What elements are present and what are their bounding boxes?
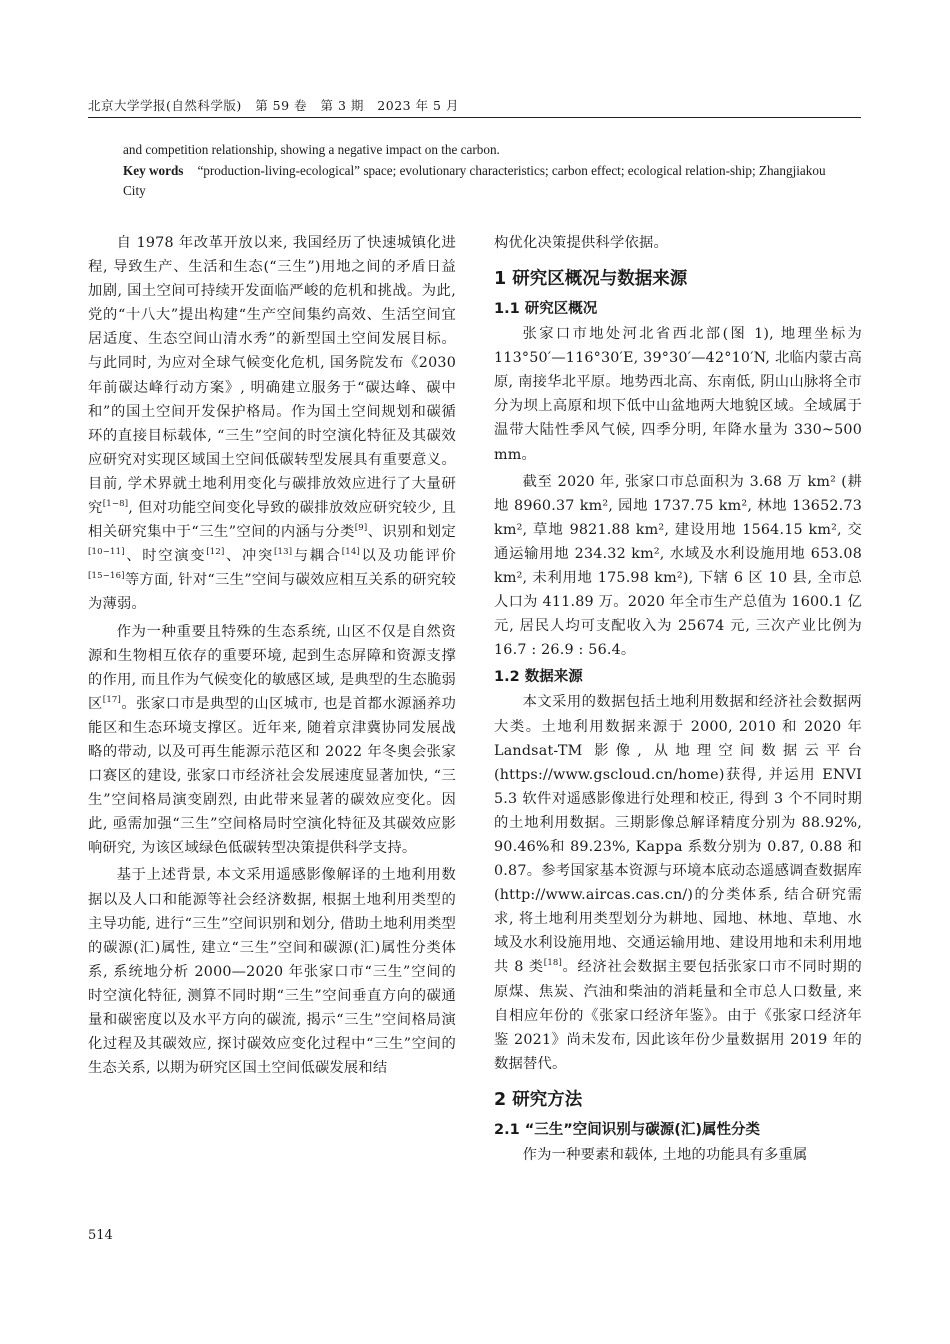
citation: [14] bbox=[341, 547, 361, 558]
paragraph-mountain: 作为一种重要且特殊的生态系统, 山区不仅是自然资源和生物相互依存的重要环境, 起到生态屏障和资源支撑的作用, 而且作为气候变化的敏感区域, 是典型的生态脆弱区[17]。张家口市是典型的山区城市, 也是首都水源涵养功能区和生态环境支撑区。近年来, 随着京津冀协同发展战略的带动, 以及可再生能源示范区和 2022 年冬奥会张家口赛区的建设, 张家口市经济社会发展速度显著加快, “三生”空间格局演变剧烈, 由此带来显著的碳效应变化。因此, 亟需加强“三生”空间格局时空演化特征及其碳效应影响研究, 为该区域绿色低碳转型决策提供科学支持。 bbox=[88, 623, 457, 857]
section-heading-1: 1 研究区概况与数据来源 bbox=[494, 269, 688, 290]
abstract-tail bbox=[123, 140, 828, 202]
citation: [12] bbox=[206, 547, 225, 558]
keywords bbox=[123, 161, 828, 202]
paragraph-background: 基于上述背景, 本文采用遥感影像解译的土地利用数据以及人口和能源等社会经济数据, 根据土地利用类型的主导功能, 进行“三生”空间识别和划分, 借助土地利用类型的碳源(汇)属性, 建立“三生”空间和碳源(汇)属性分类体系, 系统地分析 2000—2020 年张家口市“三生”空间的时空演化特征, 测算不同时期“三生”空间垂直方向的碳通量和碳密度以及水平方向的碳流, 揭示“三生”空间格局演化过程及其碳效应, 探讨碳效应变化过程中“三生”空间的生态关系, 以期为研究区国土空间低碳发展和结 bbox=[88, 867, 456, 1077]
journal-name: 北京大学学报(自然科学版) bbox=[88, 98, 242, 113]
header-rule bbox=[88, 117, 861, 118]
keywords-text: “production-living-ecological” space; evolutionary characteristics; carbon effect; ecological relation-ship; Zhangjiakou City bbox=[123, 162, 826, 198]
paragraph-data-source: 本文采用的数据包括土地利用数据和经济社会数据两大类。土地利用数据来源于 2000, 2010 和 2020 年 Landsat-TM 影像, 从地理空间数据云平台(https://www.gscloud.cn/home)获得, 并运用 ENVI 5.3 软件对遥感影像进行处理和校正, 得到 3 个不同时期的土地利用数据。三期影像总解译精度分别为 88.92%, 90.46%和 89.23%, Kappa 系数分别为 0.87, 0.88 和 0.87。参考国家基本资源与环境本底动态遥感调查数据库(http://www.aircas.cas.cn/)的分类体系, 结合研究需求, 将土地利用类型划分为耕地、园地、林地、草地、水域及水利设施用地、交通运输用地、建设用地和未利用地共 8 类[18]。经济社会数据主要包括张家口市不同时期的原煤、焦炭、汽油和柴油的消耗量和全市总人口数量, 来自相应年份的《张家口经济年鉴》。由于《张家口经济年鉴 2021》尚未发布, 因此该年份少量数据用 2019 年的数据替代。 bbox=[494, 694, 863, 1072]
page-number: 514 bbox=[88, 1228, 113, 1243]
volume: 第 59 卷 bbox=[255, 98, 308, 113]
running-header bbox=[88, 96, 861, 114]
subsection-heading-1-2: 1.2 数据来源 bbox=[494, 669, 583, 686]
citation: [10−11] bbox=[88, 547, 125, 558]
abstract-last-line: and competition relationship, showing a negative impact on the carbon. bbox=[123, 142, 500, 157]
paragraph-land-area: 截至 2020 年, 张家口市总面积为 3.68 万 km² (耕地 8960.37 km², 园地 1737.75 km², 林地 13652.73 km², 草地 9821.88 km², 建设用地 1564.15 km², 交通运输用地 234.32 km², 水域及水利设施用地 653.08 km², 未利用地 175.98 km²), 下辖 6 区 10 县, 全市总人口为 411.89 万。2020 年全市生产总值为 1600.1 亿元, 居民人均可支配收入为 25674 元, 三次产业比例为 16.7 : 26.9 : 56.4。 bbox=[494, 473, 862, 659]
citation: [9] bbox=[354, 523, 368, 534]
issue: 第 3 期 bbox=[320, 98, 364, 113]
left-column bbox=[88, 231, 456, 1083]
keywords-label: Key words bbox=[123, 162, 184, 178]
subsection-heading-2-1: 2.1 “三生”空间识别与碳源(汇)属性分类 bbox=[494, 1121, 761, 1138]
section-heading-2: 2 研究方法 bbox=[494, 1089, 583, 1110]
right-column bbox=[494, 231, 862, 1170]
citation: [15−16] bbox=[88, 571, 125, 582]
issue-date: 2023 年 5 月 bbox=[377, 98, 459, 113]
paragraph-intro: 自 1978 年改革开放以来, 我国经历了快速城镇化进程, 导致生产、生活和生态(“三生”)用地之间的矛盾日益加剧, 国土空间可持续开发面临严峻的危机和挑战。为此, 党的“十八大”提出构建“生产空间集约高效、生活空间宜居适度、生态空间山清水秀”的新型国土空间发展目标。与此同时, 为应对全球气候变化危机, 国务院发布《2030 年前碳达峰行动方案》, 明确建立服务于“碳达峰、碳中和”的国土空间开发保护格局。作为国土空间规划和碳循环的直接目标载体, “三生”空间的时空演化特征及其碳效应研究对实现区域国土空间低碳转型发展具有重要意义。目前, 学术界就土地利用变化与碳排放效应进行了大量研究[1−8], 但对功能空间变化导致的碳排放效应研究较少, 且相关研究集中于“三生”空间的内涵与分类[9]、识别和划定[10−11]、时空演变[12]、冲突[13]与耦合[14]以及功能评价[15−16]等方面, 针对“三生”空间与碳效应相互关系的研究较为薄弱。 bbox=[88, 235, 457, 613]
citation: [13] bbox=[274, 547, 293, 558]
subsection-heading-1-1: 1.1 研究区概况 bbox=[494, 301, 598, 318]
paragraph-method: 作为一种要素和载体, 土地的功能具有多重属 bbox=[522, 1146, 808, 1163]
citation: [17] bbox=[102, 695, 122, 706]
citation: [18] bbox=[543, 958, 563, 969]
citation: [1−8] bbox=[102, 499, 129, 510]
paragraph-continued: 构优化决策提供科学依据。 bbox=[494, 235, 668, 251]
paragraph-study-area: 张家口市地处河北省西北部(图 1), 地理坐标为 113°50′—116°30′E, 39°30′—42°10′N, 北临内蒙古高原, 南接华北平原。地势西北高、东南低, 阴山山脉将全市分为坝上高原和坝下低中山盆地两大地貌区域。全域属于温带大陆性季风气候, 四季分明, 年降水量为 330~500 mm。 bbox=[494, 326, 862, 463]
